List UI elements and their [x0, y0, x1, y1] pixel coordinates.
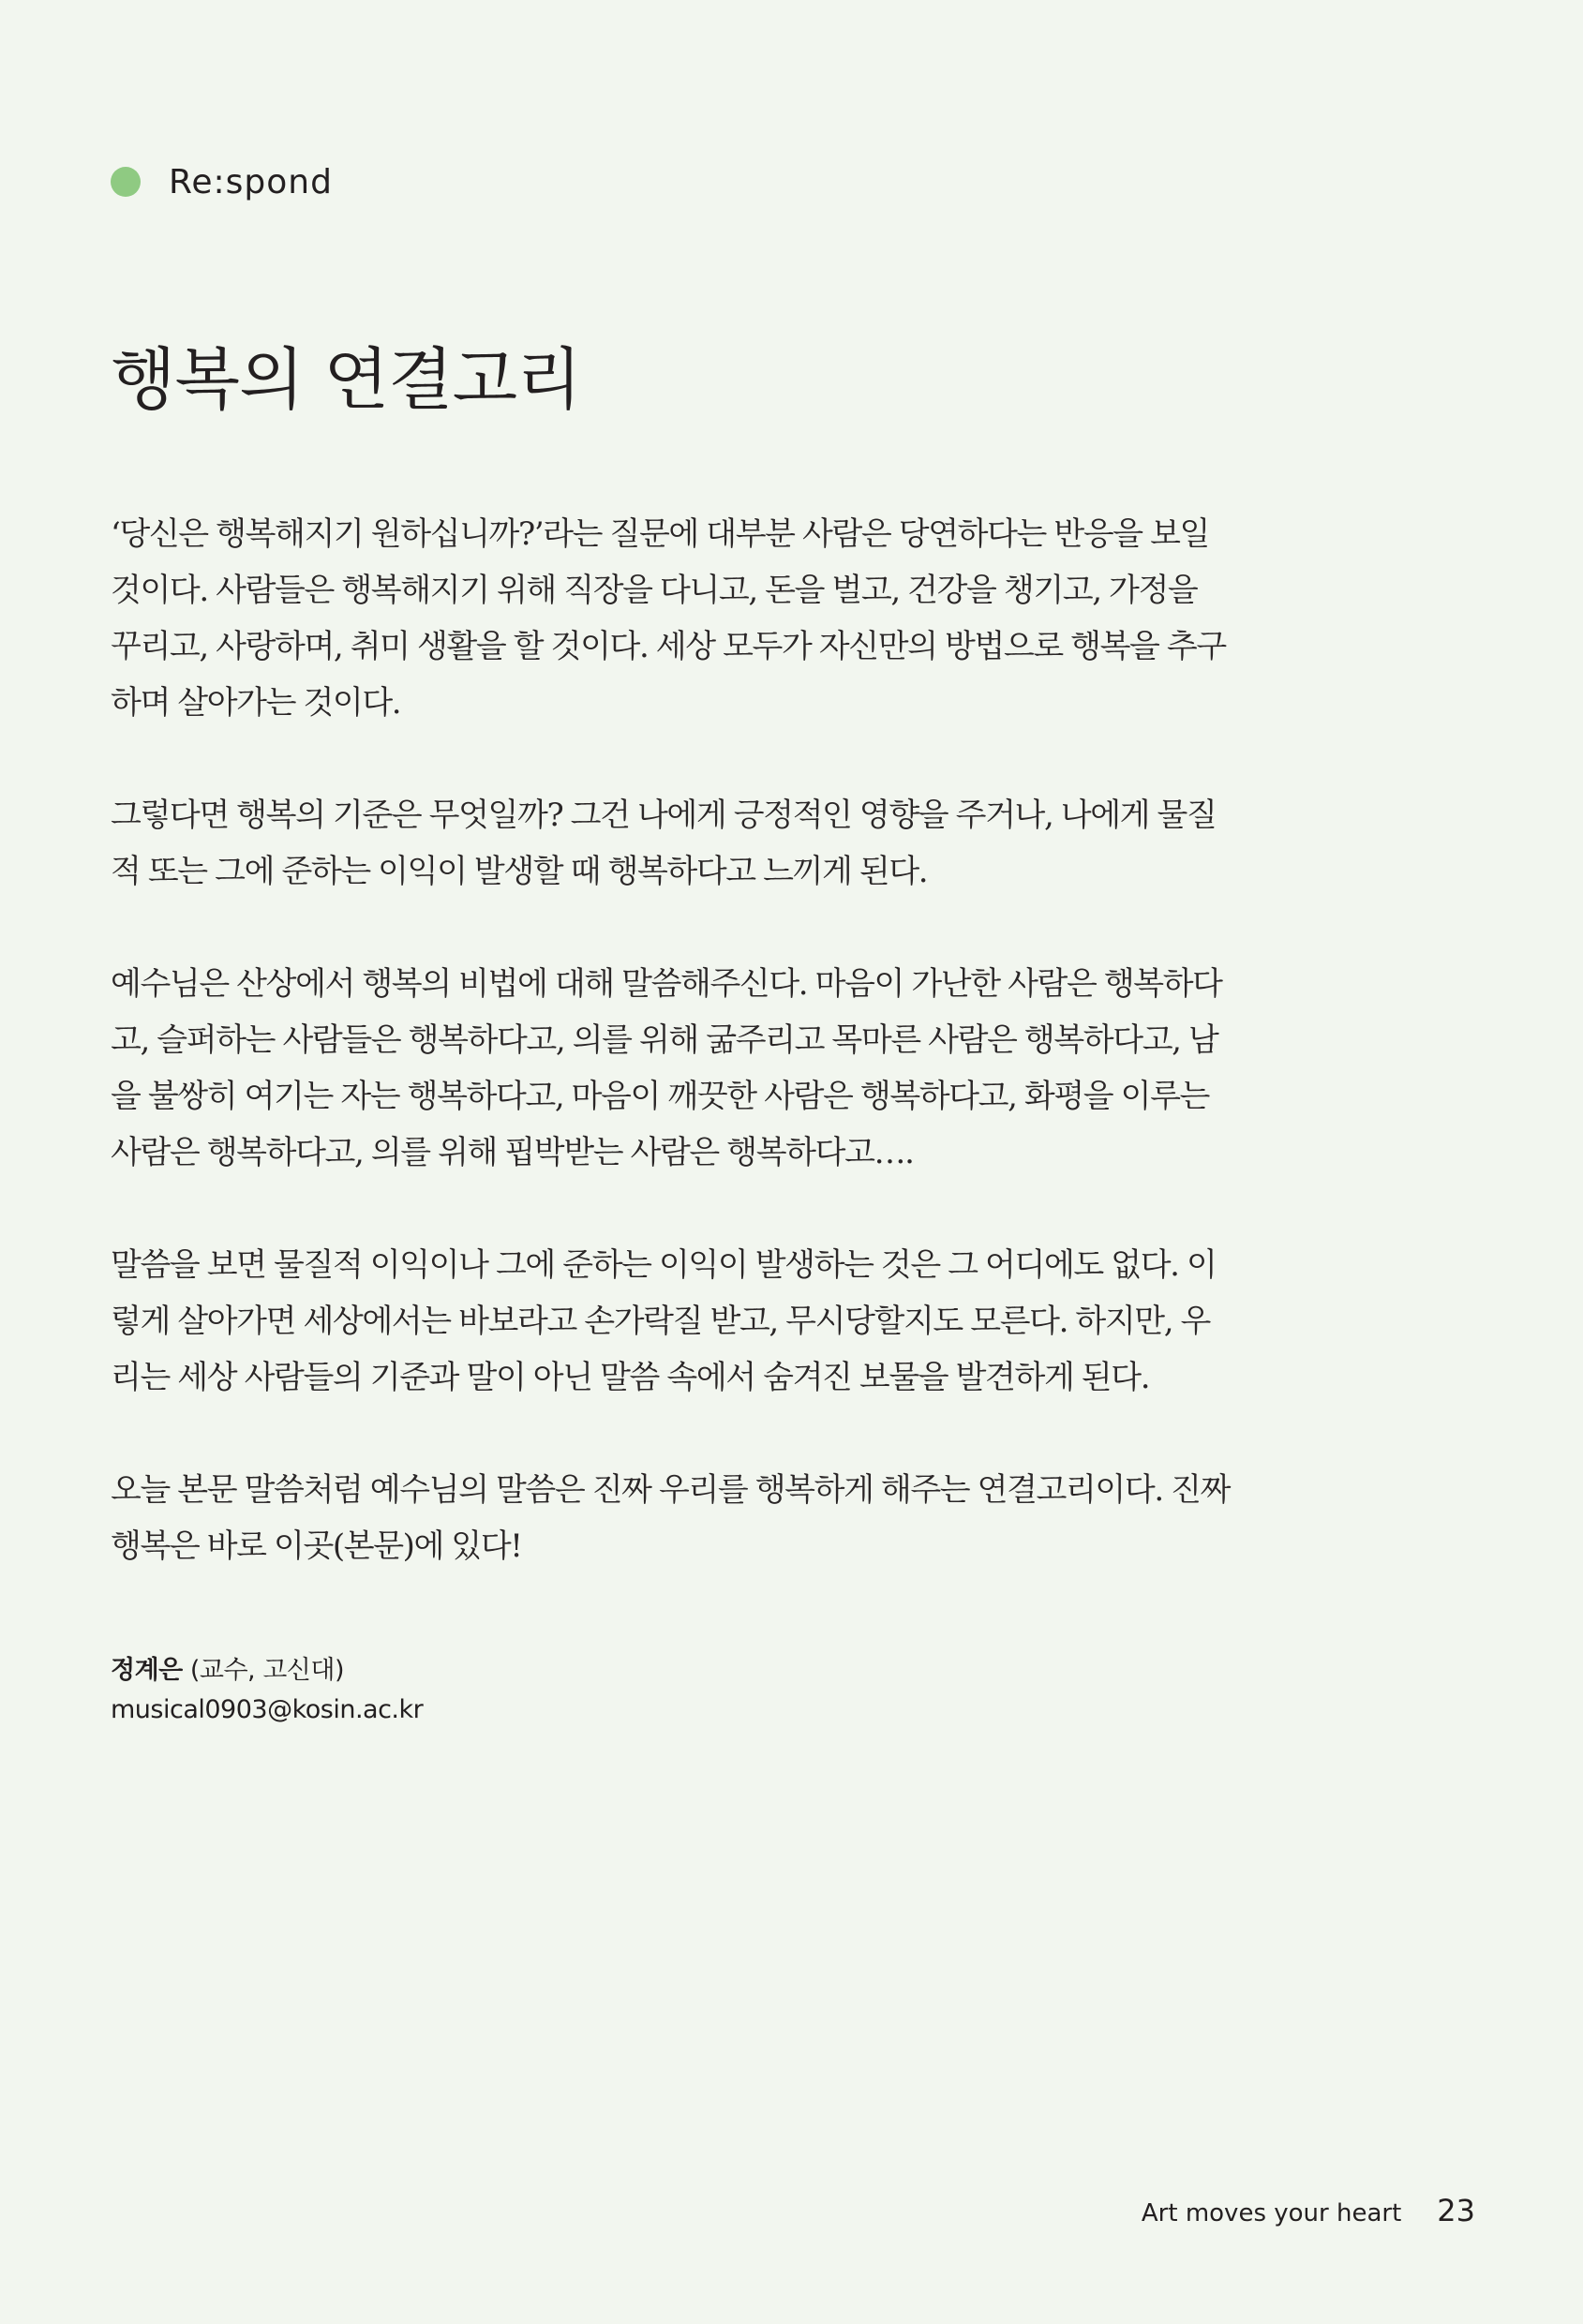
section-bullet-icon: [111, 167, 141, 197]
paragraph-line: 그렇다면 행복의 기준은 무엇일까? 그건 나에게 긍정적인 영향을 주거나, 나에게 물질: [111, 797, 1217, 834]
author-line: [111, 1651, 423, 1691]
paragraph-line: ‘당신은 행복해지기 원하십니까?’라는 질문에 대부분 사람은 당연하다는 반응을 보일: [111, 515, 1209, 553]
paragraph-line: 적 또는 그에 준하는 이익이 발생할 때 행복하다고 느끼게 된다.: [111, 853, 928, 890]
author-email: musical0903@kosin.ac.kr: [111, 1695, 424, 1724]
paragraph-5: [111, 1462, 1254, 1574]
article-body: [111, 506, 1254, 1631]
section-label: Re:spond: [169, 162, 333, 201]
paragraph-line: 말씀을 보면 물질적 이익이나 그에 준하는 이익이 발생하는 것은 그 어디에도 없다. 이: [111, 1246, 1217, 1284]
paragraph-line: 오늘 본문 말씀처럼 예수님의 말씀은 진짜 우리를 행복하게 해주는 연결고리이다. 진짜: [111, 1471, 1231, 1509]
footer-tagline: Art moves your heart: [1141, 2199, 1402, 2227]
paragraph-3: [111, 956, 1254, 1181]
page-footer: [1142, 2193, 1475, 2228]
section-header: [111, 159, 333, 204]
paragraph-line: 렇게 살아가면 세상에서는 바보라고 손가락질 받고, 무시당할지도 모른다. 하지만, 우: [111, 1303, 1210, 1340]
paragraph-4: [111, 1237, 1254, 1406]
paragraph-line: 리는 세상 사람들의 기준과 말이 아닌 말씀 속에서 숨겨진 보물을 발견하게 된다.: [111, 1359, 1150, 1396]
paragraph-line: 사람은 행복하다고, 의를 위해 핍박받는 사람은 행복하다고….: [111, 1134, 914, 1171]
page-number: 23: [1437, 2193, 1475, 2228]
paragraph-1: [111, 506, 1254, 731]
paragraph-line: 것이다. 사람들은 행복해지기 위해 직장을 다니고, 돈을 벌고, 건강을 챙기고, 가정을: [111, 572, 1198, 609]
author-affiliation: (교수, 고신대): [189, 1656, 344, 1685]
paragraph-line: 꾸리고, 사랑하며, 취미 생활을 할 것이다. 세상 모두가 자신만의 방법으로 행복을 추구: [111, 628, 1226, 665]
paragraph-line: 행복은 바로 이곳(본문)에 있다!: [111, 1527, 522, 1565]
article-title: 행복의 연결고리: [111, 340, 581, 419]
paragraph-line: 고, 슬퍼하는 사람들은 행복하다고, 의를 위해 굶주리고 목마른 사람은 행복하다고, 남: [111, 1021, 1218, 1059]
paragraph-line: 하며 살아가는 것이다.: [111, 684, 401, 722]
paragraph-line: 을 불쌍히 여기는 자는 행복하다고, 마음이 깨끗한 사람은 행복하다고, 화평을 이루는: [111, 1078, 1209, 1115]
author-credit: [111, 1651, 423, 1730]
author-name: 정계은: [111, 1656, 183, 1685]
paragraph-line: 예수님은 산상에서 행복의 비법에 대해 말씀해주신다. 마음이 가난한 사람은 행복하다: [111, 965, 1222, 1003]
paragraph-2: [111, 787, 1254, 900]
